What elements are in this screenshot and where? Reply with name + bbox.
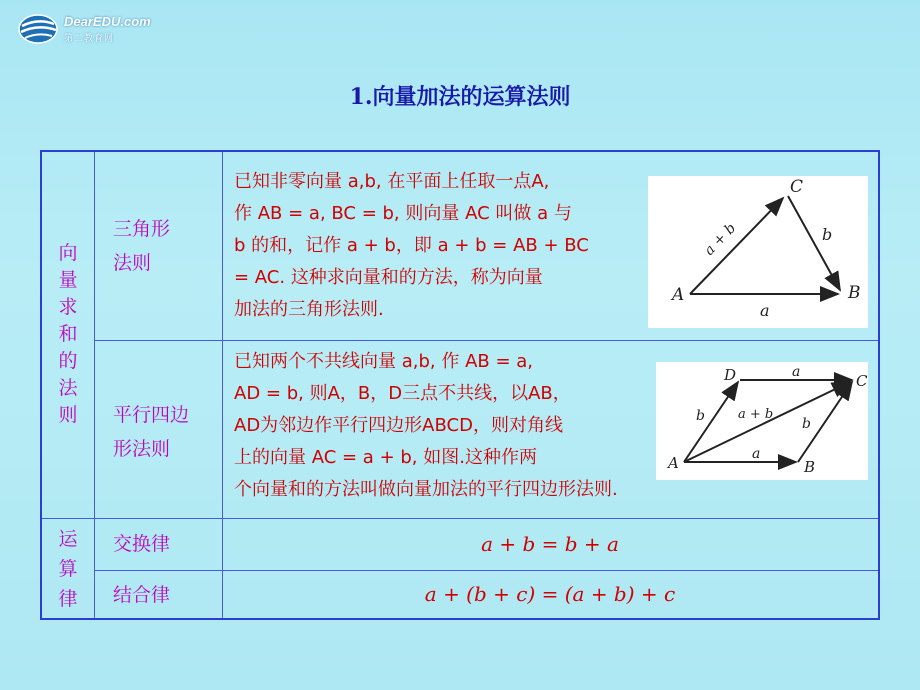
parallelogram-rule-name-line: 形法则 (113, 438, 171, 460)
table-divider (42, 518, 878, 519)
label-a: a (760, 301, 770, 320)
page-title: 1.向量加法的运算法则 (349, 84, 571, 110)
commutative-formula: a + b = b + a (481, 532, 619, 556)
parallelogram-diagram (656, 362, 868, 480)
logo-brand: DearEDU.com (64, 14, 151, 29)
table-divider (94, 340, 878, 341)
label-A: A (668, 454, 679, 472)
parallelogram-line: AD = b, 则A，B，D三点不共线，以AB， (234, 383, 571, 404)
label-b-right: b (802, 416, 811, 432)
label-b-left: b (696, 408, 705, 424)
parallelogram-figure (656, 362, 868, 480)
triangle-rule-text (234, 166, 654, 326)
triangle-diagram (648, 176, 868, 328)
category-char: 向 (58, 242, 78, 264)
category-char: 律 (58, 588, 78, 610)
table-divider (94, 570, 878, 571)
label-D: D (724, 366, 737, 384)
rules-table (40, 150, 880, 620)
category-char: 和 (58, 323, 78, 345)
triangle-rule-name-line: 三角形 (113, 218, 171, 240)
category-ops (42, 524, 94, 614)
label-B: B (804, 458, 816, 476)
label-a-top: a (792, 364, 801, 380)
triangle-rule-name (95, 212, 223, 280)
category-char: 量 (58, 269, 78, 291)
category-char: 则 (58, 404, 78, 426)
logo-subtitle: 第二教育网 (64, 34, 115, 44)
label-C: C (856, 372, 868, 390)
triangle-figure (648, 176, 868, 328)
associative-law-name: 结合律 (113, 584, 171, 606)
parallelogram-rule-name (95, 398, 223, 466)
category-char: 运 (58, 528, 78, 550)
parallelogram-line: 上的向量 AC = a + b, 如图.这种作两 (234, 447, 537, 468)
associative-formula: a + (b + c) = (a + b) + c (424, 582, 676, 606)
triangle-line: 作 AB = a, BC = b, 则向量 AC 叫做 a 与 (234, 203, 572, 224)
category-char: 求 (58, 296, 78, 318)
triangle-line: 加法的三角形法则. (234, 299, 384, 320)
label-b: b (822, 225, 833, 244)
site-logo (16, 12, 151, 46)
parallelogram-line: 个向量和的方法叫做向量加法的平行四边形法则. (234, 479, 618, 500)
triangle-line: 已知非零向量 a,b, 在平面上任取一点A, (234, 171, 550, 192)
triangle-rule-name-line: 法则 (113, 252, 152, 274)
parallelogram-rule-name-line: 平行四边 (113, 404, 190, 426)
label-sum: a + b (738, 407, 774, 422)
label-A: A (672, 285, 685, 305)
category-char: 法 (58, 377, 78, 399)
label-a-bottom: a (752, 446, 761, 462)
category-char: 算 (58, 558, 78, 580)
parallelogram-line: 已知两个不共线向量 a,b, 作 AB = a, (234, 351, 534, 372)
label-sum: a + b (701, 220, 740, 259)
parallelogram-line: AD为邻边作平行四边形ABCD，则对角线 (234, 415, 563, 436)
triangle-line: b 的和，记作 a + b，即 a + b = AB + BC (234, 235, 589, 256)
category-char: 的 (58, 350, 78, 372)
triangle-line: = AC. 这种求向量和的方法，称为向量 (234, 267, 543, 288)
category-law (42, 240, 94, 429)
label-C: C (790, 177, 804, 197)
label-B: B (848, 283, 861, 303)
logo-globe-icon (16, 12, 60, 46)
commutative-law-name: 交换律 (113, 533, 171, 555)
